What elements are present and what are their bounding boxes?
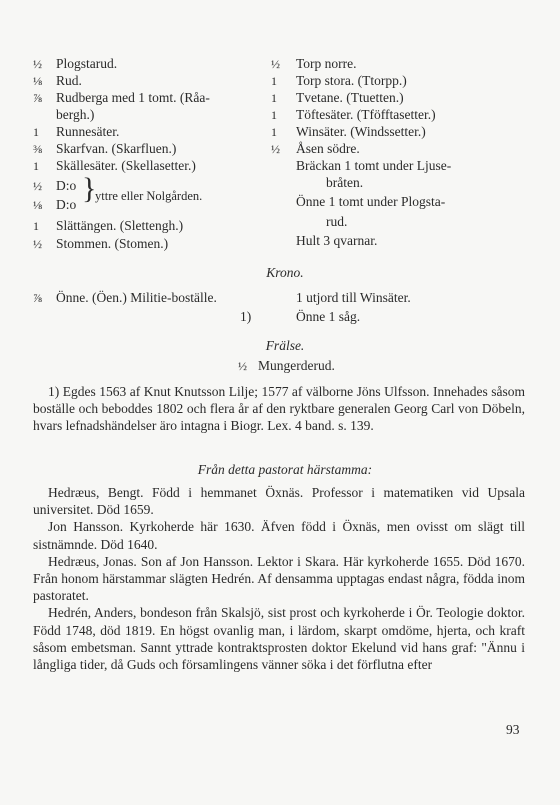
- fraction: 1: [33, 159, 39, 173]
- list-item: D:o: [56, 178, 77, 193]
- page-number: 93: [506, 722, 520, 737]
- list-item: Rudberga med 1 tomt. (Råa-: [56, 90, 210, 105]
- list-item: D:o: [56, 197, 77, 212]
- list-item: Plogstarud.: [56, 56, 118, 71]
- krono-item: Önne. (Öen.) Militie-boställe.: [56, 290, 217, 305]
- section-heading: Från detta pastorat härstamma:: [197, 462, 373, 477]
- fraction: 1: [271, 125, 277, 139]
- fraction: ½: [238, 359, 247, 373]
- list-item: Skarfvan. (Skarfluen.): [56, 141, 177, 156]
- list-item: Åsen södre.: [296, 141, 360, 156]
- fraction: ½: [271, 57, 280, 71]
- fraction: ⅛: [33, 74, 42, 88]
- fraction: 1: [271, 91, 277, 105]
- fraction: ⅞: [33, 91, 42, 105]
- list-item: bråten.: [326, 175, 364, 190]
- fraction: ½: [33, 179, 42, 193]
- list-item: Torp stora. (Ttorpp.): [296, 73, 407, 88]
- footnote-marker: 1): [240, 309, 252, 324]
- krono-heading: Krono.: [266, 265, 304, 280]
- list-item: rud.: [326, 214, 348, 229]
- body-text: [33, 484, 525, 673]
- list-item: Runnesäter.: [56, 124, 120, 139]
- paragraph: Hedræus, Bengt. Född i hemmanet Öxnäs. Professor i matematiken vid Upsala universitet. Död 1659.: [33, 485, 525, 518]
- fraction: 1: [271, 74, 277, 88]
- fraction: ½: [33, 57, 42, 71]
- list-item: Önne 1 tomt under Plogsta-: [296, 194, 446, 209]
- list-item: Winsäter. (Windssetter.): [296, 124, 426, 139]
- list-item: Skällesäter. (Skellasetter.): [56, 158, 196, 173]
- footnote-text: 1) Egdes 1563 af Knut Knutsson Lilje; 1577 af välborne Jöns Ulfsson. Innehades såsom boställe och beboddes 1802 och flera år af den ryktbare generalen Georg Carl von Döbeln, hvars lefnadshändelser äro intagna i Biogr. Lex. 4 band. s. 139.: [33, 384, 525, 434]
- paragraph: Jon Hansson. Kyrkoherde här 1630. Äfven född i Öxnäs, men ovisst om slägt till sistnämnde. Död 1640.: [33, 519, 525, 552]
- list-item: Hult 3 qvarnar.: [296, 233, 378, 248]
- list-item: Tvetane. (Ttuetten.): [296, 90, 404, 105]
- fraction: ½: [271, 142, 280, 156]
- footnote: [33, 383, 525, 435]
- fralse-item: Mungerderud.: [258, 358, 335, 373]
- list-item: Slättängen. (Slettengh.): [56, 218, 184, 233]
- fralse-heading: Frälse.: [265, 338, 305, 353]
- fraction: 1: [33, 125, 39, 139]
- fraction: ½: [33, 237, 42, 251]
- brace-label: yttre eller Nolgården.: [95, 189, 203, 203]
- fraction: ⅛: [33, 198, 42, 212]
- list-item: Rud.: [56, 73, 82, 88]
- list-item: Bräckan 1 tomt under Ljuse-: [296, 158, 452, 173]
- list-item: Stommen. (Stomen.): [56, 236, 169, 251]
- paragraph: Hedrén, Anders, bondeson från Skalsjö, sist prost och kyrkoherde i Ör. Teologie doktor. Född 1748, död 1819. En högst ovanlig man, i lärdom, skarpt omdöme, hjerta, och kraft såsom embetsman. Sannt yttrade kontraktsprosten doktor Ekelund vid hans graf: "Ännu i långliga tider, då Guds och församlingens vänner söka i det förflutna efter: [33, 605, 525, 673]
- list-item: Torp norre.: [296, 56, 357, 71]
- list-item: bergh.): [56, 107, 95, 122]
- fraction: 1: [271, 108, 277, 122]
- krono-right-item: 1 utjord till Winsäter.: [296, 290, 411, 305]
- brace-glyph: }: [82, 172, 97, 205]
- paragraph: Hedræus, Jonas. Son af Jon Hansson. Lektor i Skara. Här kyrkoherde 1655. Död 1670. Från honom härstammar slägten Hedrén. Af densamma upptagas endast några, födda inom pastoratet.: [33, 553, 525, 604]
- fraction: 1: [33, 219, 39, 233]
- list-item: Töftesäter. (Tföfftasetter.): [296, 107, 436, 122]
- fraction: ⅜: [33, 142, 42, 156]
- krono-right-item: Önne 1 såg.: [296, 309, 361, 324]
- fraction: ⅞: [33, 291, 42, 305]
